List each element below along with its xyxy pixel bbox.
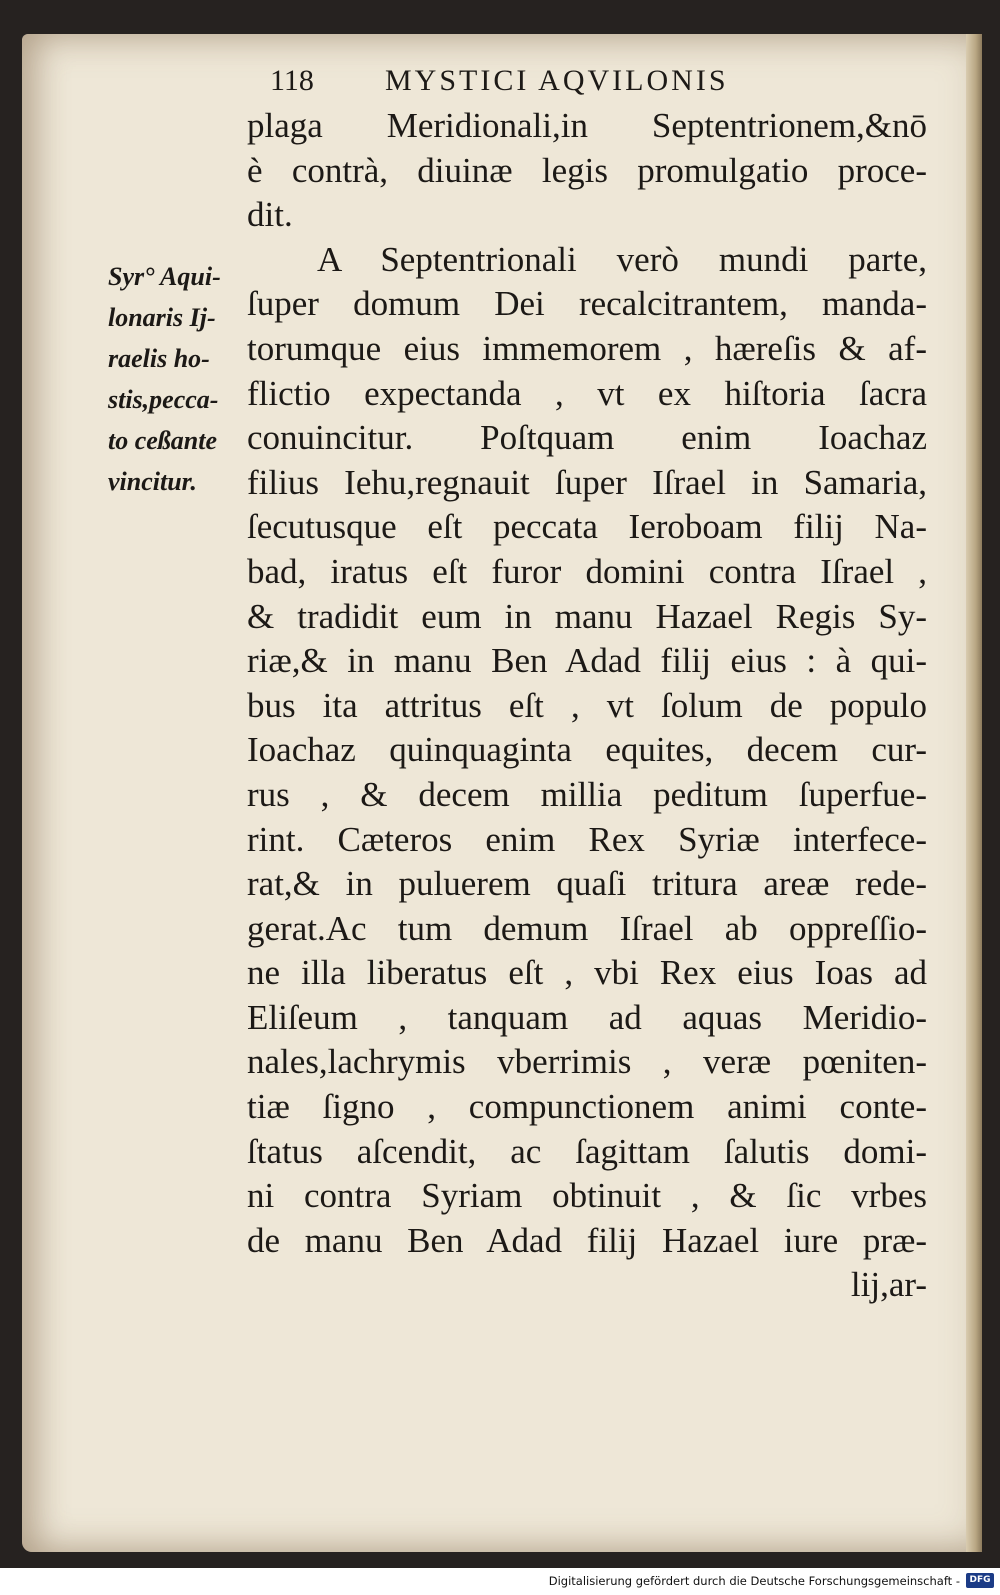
text-line: è contrà, diuinæ legis promulgatio proce- [247,150,927,190]
dfg-logo-icon: DFG [966,1573,994,1588]
funding-credit: Digitalisierung gefördert durch die Deutsche Forschungsgemeinschaft - [548,1574,960,1588]
text-line: bad, iratus eſt furor domini contra Iſrael , [247,551,927,591]
marginal-note-line: lonaris Ij- [108,303,216,332]
text-line: riæ,& in manu Ben Adad filij eius : à qui- [247,641,927,681]
marginal-note [108,256,248,502]
text-line: plaga Meridionali,in Septentrionem,&nō [247,106,927,145]
text-line: de manu Ben Adad filij Hazael iure præ- [247,1220,927,1260]
text-line: gerat.Ac tum demum Iſrael ab oppreſſio- [247,908,927,948]
running-title: MYSTICI AQVILONIS [385,64,729,97]
catchword: lij,ar- [850,1265,927,1305]
digitization-footer [0,1568,1000,1595]
page-number: 118 [270,64,314,97]
text-line: nales,lachrymis vberrimis , veræ pœniten- [247,1042,927,1082]
text-line: rat,& in puluerem quaſi tritura areæ rede- [247,864,927,904]
text-line: torumque eius immemorem , hæreſis & af- [247,328,927,368]
text-line: Ioachaz quinquaginta equites, decem cur- [247,730,927,770]
text-line: conuincitur. Poſtquam enim Ioachaz [247,418,927,458]
text-line: bus ita attritus eſt , vt ſolum de populo [247,685,927,725]
text-line: rint. Cæteros enim Rex Syriæ interfece- [247,819,927,859]
marginal-note-line: vincitur. [108,467,197,496]
text-line: ſuper domum Dei recalcitrantem, manda- [247,284,927,324]
text-line: ni contra Syriam obtinuit , & ſic vrbes [247,1176,927,1216]
marginal-note-line: stis,pecca- [108,385,219,414]
marginal-note-line: Syr° Aqui- [108,262,221,291]
text-line: flictio expectanda , vt ex hiſtoria ſacra [247,373,927,413]
text-line: rus , & decem millia peditum ſuperfue- [247,774,927,814]
text-line: ne illa liberatus eſt , vbi Rex eius Ioas ad [247,953,927,993]
running-head [270,60,830,110]
text-line: dit. [247,195,293,235]
text-line: filius Iehu,regnauit ſuper Iſrael in Samaria, [247,462,927,502]
text-line: & tradidit eum in manu Hazael Regis Sy- [247,596,927,636]
text-line: Eliſeum , tanquam ad aquas Meridio- [247,997,927,1037]
page-edge [966,34,982,1552]
text-line: ſtatus aſcendit, ac ſagittam ſalutis domi- [247,1131,927,1171]
text-line: ſecutusque eſt peccata Ieroboam filij Na- [247,507,927,547]
text-line: tiæ ſigno , compunctionem animi conte- [247,1087,927,1127]
text-line: A Septentrionali verò mundi parte, [317,239,927,279]
marginal-note-line: raelis ho- [108,344,210,373]
marginal-note-line: to ceßante [108,426,218,455]
body-text [247,104,927,1308]
